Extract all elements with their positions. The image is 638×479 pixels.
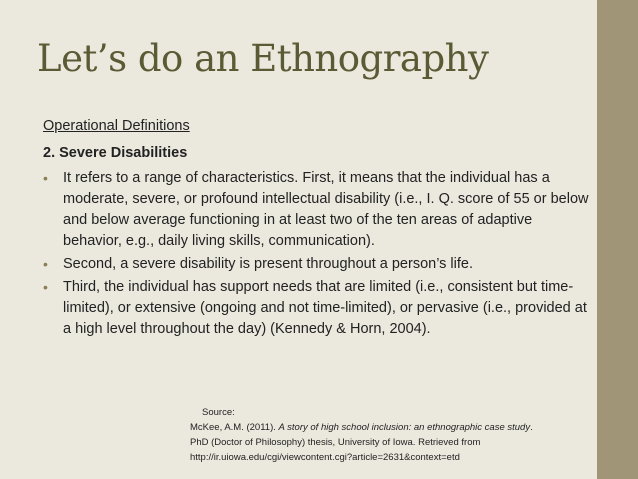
bullet-item: • It refers to a range of characteristics. First, it means that the individual has a moderate, severe, or profound intellectual disability (i.e., I. Q. score of 55 or below and below average functioning in at least two of the ten areas of adaptive behavior, e.g., daily living skills, communication).: [43, 170, 589, 249]
bullet-item: • Second, a severe disability is present throughout a person’s life.: [43, 254, 591, 275]
source-citation: [190, 405, 590, 465]
bullet-list: [43, 168, 591, 342]
source-label: Source:: [202, 407, 235, 418]
slide-title: Let’s do an Ethnography: [37, 37, 489, 80]
source-url: http://ir.uiowa.edu/cgi/viewcontent.cgi?article=2631&context=etd: [190, 452, 460, 463]
source-line-2: PhD (Doctor of Philosophy) thesis, University of Iowa. Retrieved from: [190, 437, 481, 448]
subhead: Operational Definitions: [43, 118, 190, 134]
bullet-item: • Third, the individual has support needs that are limited (i.e., consistent but time-limited), or extensive (ongoing and not time-limited), or pervasive (i.e., provided at a high level throughout the day) (Kennedy & Horn, 2004).: [43, 279, 587, 337]
bullet-icon: •: [43, 279, 48, 295]
accent-bar: [597, 0, 638, 479]
bullet-icon: •: [43, 256, 48, 272]
bullet-icon: •: [43, 170, 48, 186]
section-heading: 2. Severe Disabilities: [43, 145, 188, 161]
source-line-1: McKee, A.M. (2011). A story of high school inclusion: an ethnographic case study.: [190, 422, 533, 433]
